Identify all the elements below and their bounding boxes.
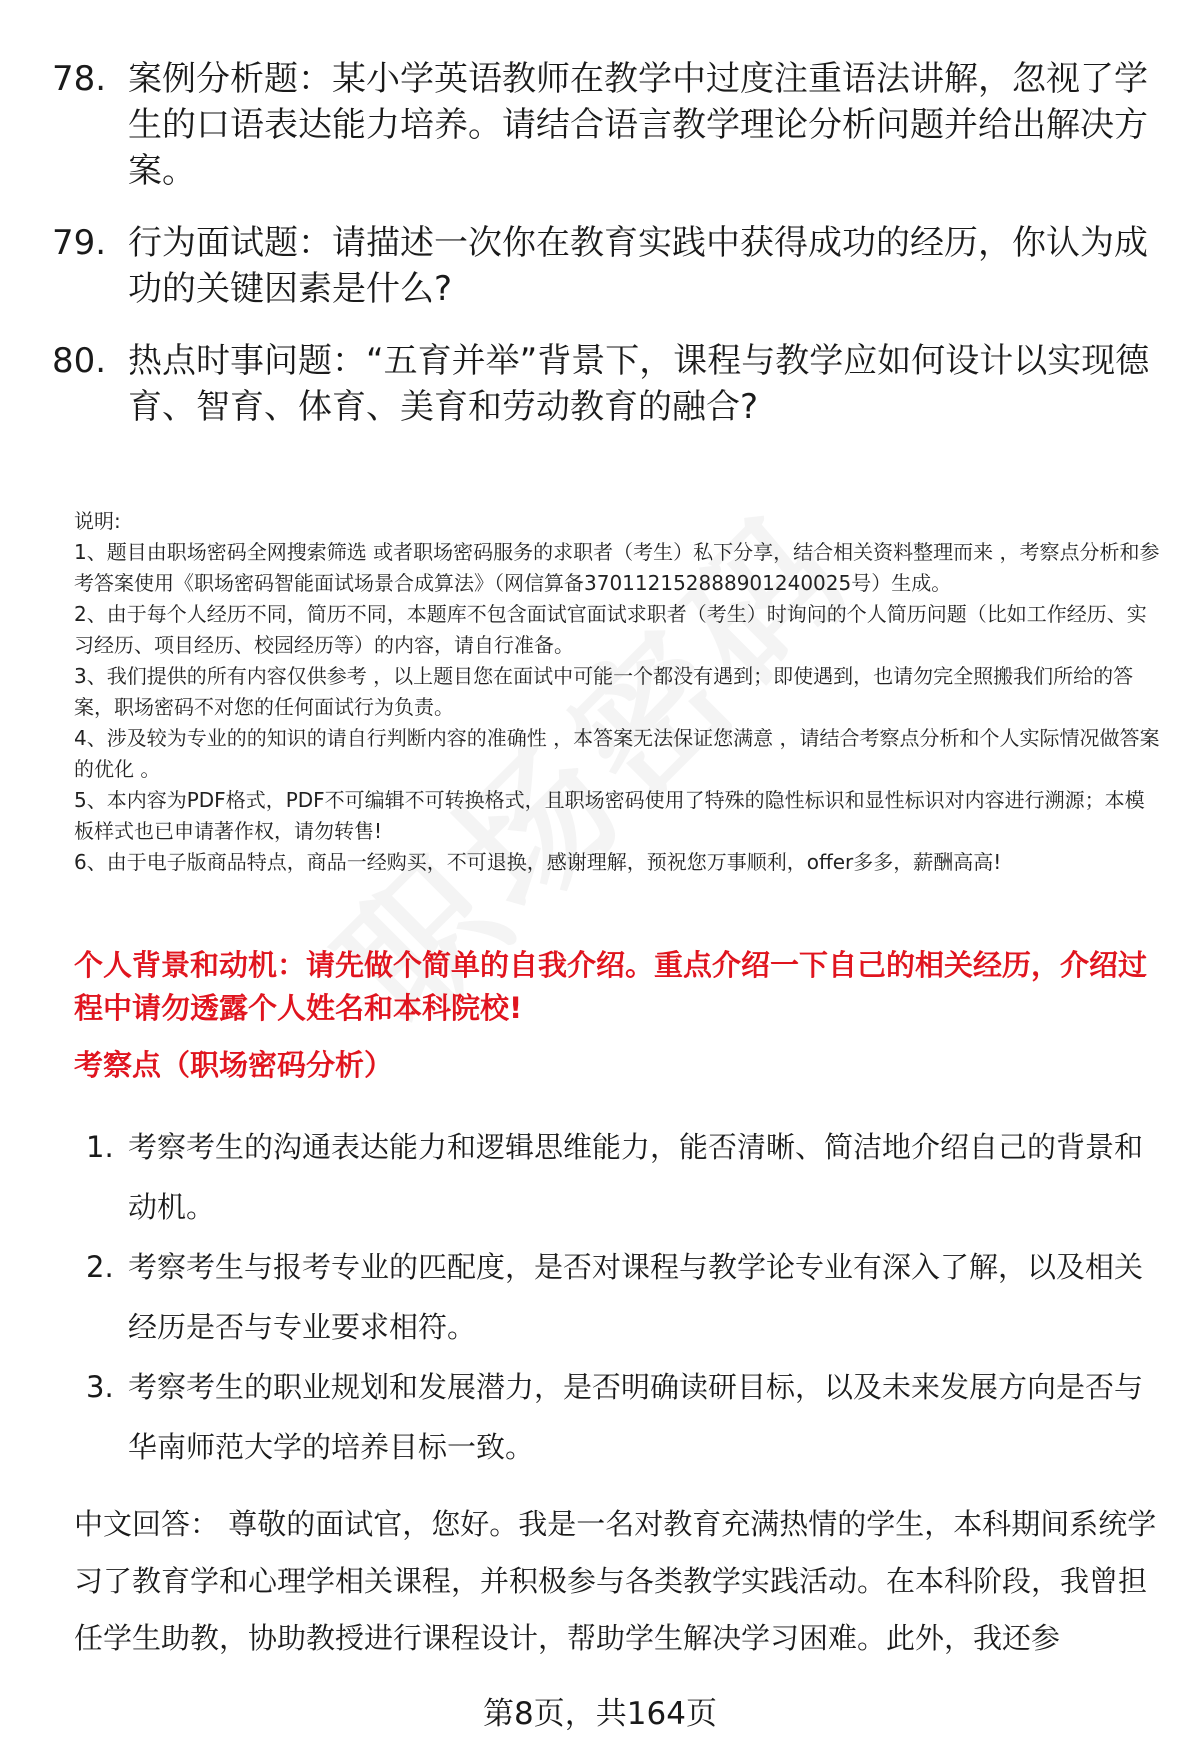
question-number: 80. (52, 341, 107, 381)
point-text: 考察考生的职业规划和发展潜力，是否明确读研目标，以及未来发展方向是否与华南师范大学的培养目标一致。 (128, 1370, 1144, 1464)
note-item: 2、由于每个人经历不同，简历不同，本题库不包含面试官面试求职者（考生）时询问的个人简历问题（比如工作经历、实习经历、项目经历、校园经历等）的内容，请自行准备。 (74, 602, 1147, 657)
list-item (86, 1117, 1156, 1237)
notes-title: 说明: (74, 509, 121, 533)
point-number: 2. (86, 1250, 114, 1284)
list-item (86, 1237, 1156, 1357)
question-number: 78. (52, 59, 107, 99)
list-item (86, 1357, 1156, 1477)
note-item: 4、涉及较为专业的的知识的请自行判断内容的准确性 ，本答案无法保证您满意 ，请结合考察点分析和个人实际情况做答案的优化 。 (74, 726, 1160, 781)
note-item: 6、由于电子版商品特点，商品一经购买，不可退换，感谢理解，预祝您万事顺利，offer多多，薪酬高高! (74, 850, 1002, 874)
question-78 (52, 56, 1152, 194)
current-question-heading: 个人背景和动机：请先做个简单的自我介绍。重点介绍一下自己的相关经历，介绍过程中请勿透露个人姓名和本科院校! (74, 948, 1148, 1025)
note-item: 3、我们提供的所有内容仅供参考 ，以上题目您在面试中可能一个都没有遇到；即使遇到，也请勿完全照搬我们所给的答案，职场密码不对您的任何面试行为负责。 (74, 664, 1134, 719)
question-text: 热点时事问题：“五育并举”背景下，课程与教学应如何设计以实现德育、智育、体育、美育和劳动教育的融合? (128, 341, 1150, 427)
question-text: 行为面试题：请描述一次你在教育实践中获得成功的经历，你认为成功的关键因素是什么? (128, 223, 1148, 309)
analysis-points (86, 1117, 1156, 1477)
analysis-heading: 考察点（职场密码分析） (74, 1048, 394, 1082)
point-number: 1. (86, 1130, 114, 1164)
point-text: 考察考生的沟通表达能力和逻辑思维能力，能否清晰、简洁地介绍自己的背景和动机。 (128, 1130, 1144, 1224)
disclaimer-notes (74, 506, 1164, 878)
page-number: 第8页，共164页 (483, 1696, 717, 1732)
point-text: 考察考生与报考专业的匹配度，是否对课程与教学论专业有深入了解，以及相关经历是否与专业要求相符。 (128, 1250, 1144, 1344)
question-80 (52, 338, 1152, 430)
note-item: 5、本内容为PDF格式，PDF不可编辑不可转换格式，且职场密码使用了特殊的隐性标识和显性标识对内容进行溯源；本模板样式也已申请著作权，请勿转售! (74, 788, 1145, 843)
question-number: 79. (52, 223, 107, 263)
question-text: 案例分析题：某小学英语教师在教学中过度注重语法讲解，忽视了学生的口语表达能力培养。请结合语言教学理论分析问题并给出解决方案。 (128, 59, 1148, 191)
point-number: 3. (86, 1370, 114, 1404)
note-item: 1、题目由职场密码全网搜索筛选 或者职场密码服务的求职者（考生）私下分享，结合相关资料整理而来 ，考察点分析和参考答案使用《职场密码智能面试场景合成算法》（网信算备370112152888901240025号）生成。 (74, 540, 1160, 595)
answer-text: 中文回答： 尊敬的面试官，您好。我是一名对教育充满热情的学生，本科期间系统学习了教育学和心理学相关课程，并积极参与各类教学实践活动。在本科阶段，我曾担任学生助教，协助教授进行课程设计，帮助学生解决学习困难。此外，我还参 (74, 1507, 1157, 1655)
question-79 (52, 220, 1152, 312)
